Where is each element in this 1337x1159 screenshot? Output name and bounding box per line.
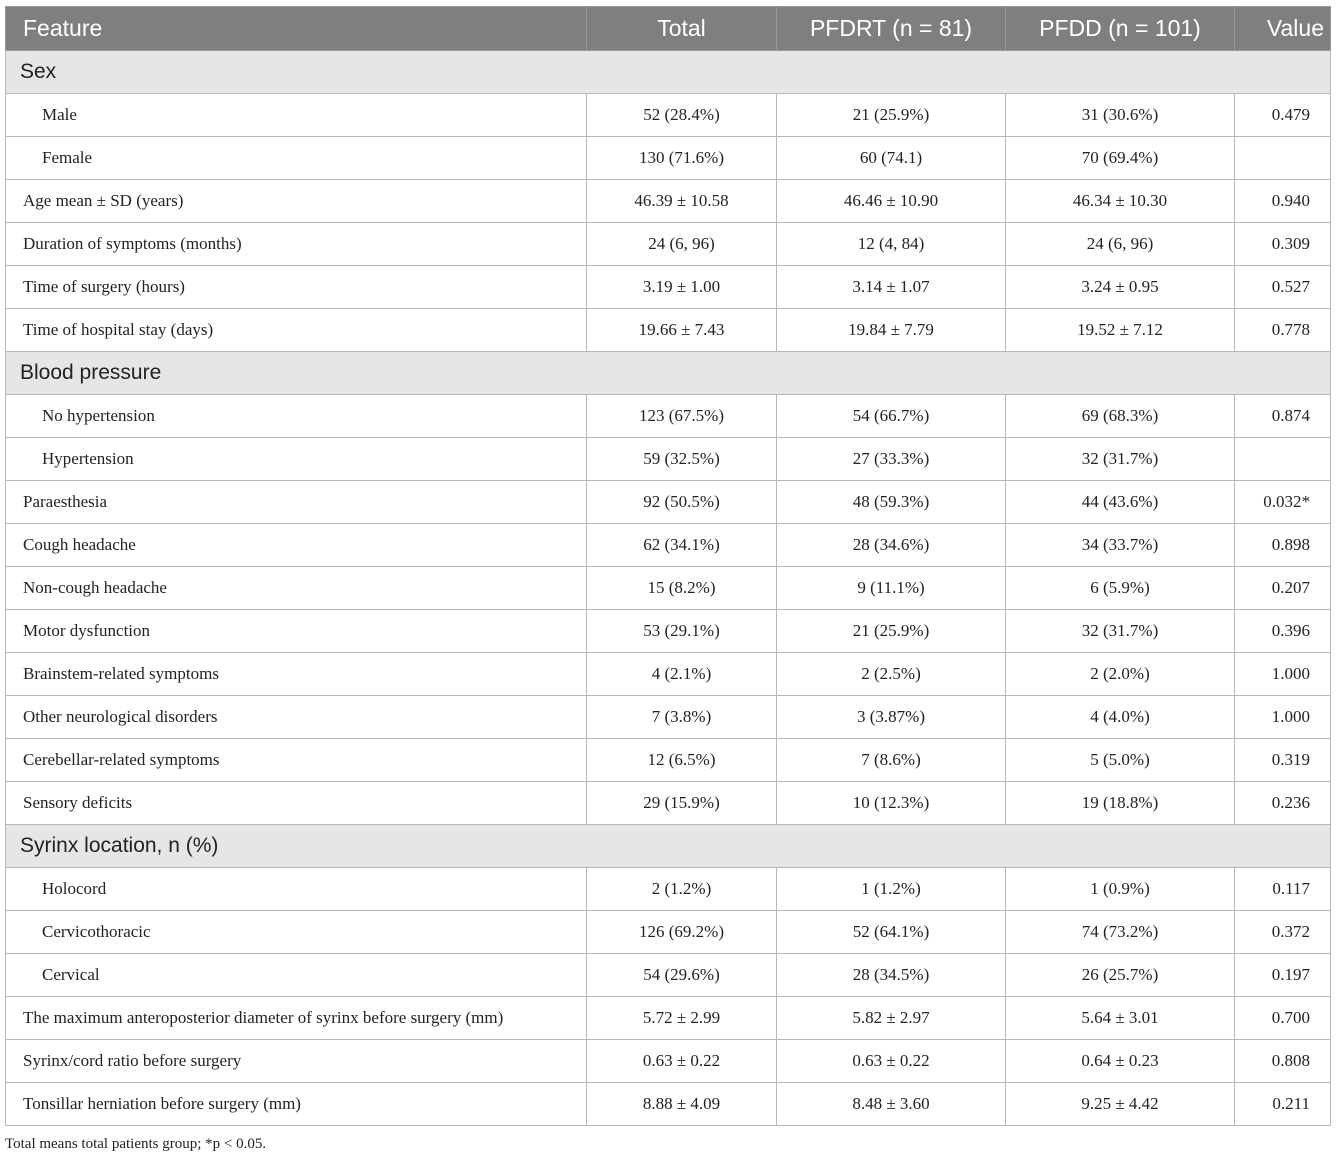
table-row: [6, 696, 1331, 739]
row-label: Sensory deficits: [6, 782, 587, 825]
table-row: [6, 94, 1331, 137]
table-row: [6, 653, 1331, 696]
cell-pfdrt: 28 (34.6%): [777, 524, 1006, 567]
cell-value: 0.700: [1235, 997, 1331, 1040]
cell-pfdd: 3.24 ± 0.95: [1006, 266, 1235, 309]
cell-pfdd: 19 (18.8%): [1006, 782, 1235, 825]
cell-value: 0.319: [1235, 739, 1331, 782]
row-label: No hypertension: [6, 395, 587, 438]
cell-value: 0.032*: [1235, 481, 1331, 524]
cell-pfdd: 6 (5.9%): [1006, 567, 1235, 610]
cell-pfdrt: 2 (2.5%): [777, 653, 1006, 696]
cell-pfdd: 19.52 ± 7.12: [1006, 309, 1235, 352]
cell-pfdd: 1 (0.9%): [1006, 868, 1235, 911]
cell-pfdd: 0.64 ± 0.23: [1006, 1040, 1235, 1083]
row-label: Time of surgery (hours): [6, 266, 587, 309]
row-label: Motor dysfunction: [6, 610, 587, 653]
row-label: Female: [6, 137, 587, 180]
table-row: [6, 395, 1331, 438]
section-sex: Sex: [6, 51, 1331, 94]
section-syrinx-location: Syrinx location, n (%): [6, 825, 1331, 868]
table-row: [6, 180, 1331, 223]
row-label: Brainstem-related symptoms: [6, 653, 587, 696]
table-row: [6, 137, 1331, 180]
cell-pfdrt: 1 (1.2%): [777, 868, 1006, 911]
cell-total: 62 (34.1%): [587, 524, 777, 567]
cell-pfdd: 44 (43.6%): [1006, 481, 1235, 524]
header-pfdrt: PFDRT (n = 81): [777, 7, 1006, 51]
cell-pfdrt: 5.82 ± 2.97: [777, 997, 1006, 1040]
cell-pfdrt: 28 (34.5%): [777, 954, 1006, 997]
cell-total: 12 (6.5%): [587, 739, 777, 782]
cell-pfdd: 69 (68.3%): [1006, 395, 1235, 438]
cell-total: 7 (3.8%): [587, 696, 777, 739]
row-label: Syrinx/cord ratio before surgery: [6, 1040, 587, 1083]
cell-pfdrt: 9 (11.1%): [777, 567, 1006, 610]
cell-pfdrt: 3 (3.87%): [777, 696, 1006, 739]
cell-pfdd: 70 (69.4%): [1006, 137, 1235, 180]
table-row: [6, 567, 1331, 610]
cell-value: 0.808: [1235, 1040, 1331, 1083]
cell-pfdrt: 21 (25.9%): [777, 94, 1006, 137]
cell-total: 4 (2.1%): [587, 653, 777, 696]
cell-pfdrt: 10 (12.3%): [777, 782, 1006, 825]
cell-pfdrt: 19.84 ± 7.79: [777, 309, 1006, 352]
table-row: [6, 309, 1331, 352]
cell-pfdrt: 60 (74.1): [777, 137, 1006, 180]
row-label: The maximum anteroposterior diameter of syrinx before surgery (mm): [6, 997, 587, 1040]
row-label: Hypertension: [6, 438, 587, 481]
row-label: Cervicothoracic: [6, 911, 587, 954]
row-label: Time of hospital stay (days): [6, 309, 587, 352]
row-label: Cerebellar-related symptoms: [6, 739, 587, 782]
cell-total: 130 (71.6%): [587, 137, 777, 180]
cell-total: 29 (15.9%): [587, 782, 777, 825]
cell-total: 15 (8.2%): [587, 567, 777, 610]
cell-pfdd: 2 (2.0%): [1006, 653, 1235, 696]
cell-value: 1.000: [1235, 653, 1331, 696]
header-pfdd: PFDD (n = 101): [1006, 7, 1235, 51]
cell-pfdd: 32 (31.7%): [1006, 438, 1235, 481]
cell-value: 0.372: [1235, 911, 1331, 954]
cell-total: 5.72 ± 2.99: [587, 997, 777, 1040]
cell-value: 0.527: [1235, 266, 1331, 309]
table-footnote: Total means total patients group; *p < 0.05.: [5, 1136, 267, 1152]
cell-value: 0.117: [1235, 868, 1331, 911]
cell-value: 0.309: [1235, 223, 1331, 266]
cell-value: 1.000: [1235, 696, 1331, 739]
row-label: Male: [6, 94, 587, 137]
cell-value: 0.479: [1235, 94, 1331, 137]
cell-total: 59 (32.5%): [587, 438, 777, 481]
row-label: Duration of symptoms (months): [6, 223, 587, 266]
data-table: [5, 6, 1331, 1126]
cell-pfdrt: 48 (59.3%): [777, 481, 1006, 524]
cell-pfdrt: 0.63 ± 0.22: [777, 1040, 1006, 1083]
cell-pfdd: 74 (73.2%): [1006, 911, 1235, 954]
cell-total: 0.63 ± 0.22: [587, 1040, 777, 1083]
table-row: [6, 1040, 1331, 1083]
section-row: [6, 51, 1331, 94]
cell-value: 0.778: [1235, 309, 1331, 352]
cell-pfdrt: 54 (66.7%): [777, 395, 1006, 438]
cell-pfdd: 31 (30.6%): [1006, 94, 1235, 137]
row-label: Non-cough headache: [6, 567, 587, 610]
cell-pfdrt: 52 (64.1%): [777, 911, 1006, 954]
table-row: [6, 223, 1331, 266]
cell-value: 0.207: [1235, 567, 1331, 610]
cell-value: 0.236: [1235, 782, 1331, 825]
header-value: Value: [1235, 7, 1331, 51]
cell-total: 2 (1.2%): [587, 868, 777, 911]
cell-pfdrt: 27 (33.3%): [777, 438, 1006, 481]
cell-pfdrt: 7 (8.6%): [777, 739, 1006, 782]
cell-total: 92 (50.5%): [587, 481, 777, 524]
table-row: [6, 954, 1331, 997]
cell-total: 8.88 ± 4.09: [587, 1083, 777, 1126]
row-label: Holocord: [6, 868, 587, 911]
cell-value: [1235, 137, 1331, 180]
header-total: Total: [587, 7, 777, 51]
cell-total: 19.66 ± 7.43: [587, 309, 777, 352]
cell-total: 46.39 ± 10.58: [587, 180, 777, 223]
cell-total: 24 (6, 96): [587, 223, 777, 266]
cell-value: 0.211: [1235, 1083, 1331, 1126]
cell-total: 53 (29.1%): [587, 610, 777, 653]
cell-pfdd: 32 (31.7%): [1006, 610, 1235, 653]
cell-pfdrt: 46.46 ± 10.90: [777, 180, 1006, 223]
cell-pfdd: 24 (6, 96): [1006, 223, 1235, 266]
cell-value: 0.940: [1235, 180, 1331, 223]
section-blood-pressure: Blood pressure: [6, 352, 1331, 395]
cell-pfdrt: 8.48 ± 3.60: [777, 1083, 1006, 1126]
cell-pfdd: 4 (4.0%): [1006, 696, 1235, 739]
row-label: Tonsillar herniation before surgery (mm): [6, 1083, 587, 1126]
cell-total: 123 (67.5%): [587, 395, 777, 438]
cell-pfdrt: 12 (4, 84): [777, 223, 1006, 266]
table-row: [6, 739, 1331, 782]
table-row: [6, 868, 1331, 911]
cell-value: 0.396: [1235, 610, 1331, 653]
header-feature: Feature: [6, 7, 587, 51]
cell-pfdd: 5.64 ± 3.01: [1006, 997, 1235, 1040]
section-row: [6, 825, 1331, 868]
table-row: [6, 911, 1331, 954]
cell-pfdd: 26 (25.7%): [1006, 954, 1235, 997]
cell-pfdd: 46.34 ± 10.30: [1006, 180, 1235, 223]
cell-total: 54 (29.6%): [587, 954, 777, 997]
row-label: Other neurological disorders: [6, 696, 587, 739]
row-label: Cough headache: [6, 524, 587, 567]
table-row: [6, 1083, 1331, 1126]
row-label: Age mean ± SD (years): [6, 180, 587, 223]
table-row: [6, 610, 1331, 653]
cell-total: 3.19 ± 1.00: [587, 266, 777, 309]
cell-value: 0.898: [1235, 524, 1331, 567]
section-row: [6, 352, 1331, 395]
table-row: [6, 438, 1331, 481]
row-label: Paraesthesia: [6, 481, 587, 524]
table-row: [6, 782, 1331, 825]
cell-value: [1235, 438, 1331, 481]
header-row: [6, 7, 1331, 51]
cell-total: 126 (69.2%): [587, 911, 777, 954]
row-label: Cervical: [6, 954, 587, 997]
cell-pfdd: 5 (5.0%): [1006, 739, 1235, 782]
cell-value: 0.197: [1235, 954, 1331, 997]
table-row: [6, 481, 1331, 524]
cell-total: 52 (28.4%): [587, 94, 777, 137]
table-row: [6, 997, 1331, 1040]
cell-value: 0.874: [1235, 395, 1331, 438]
cell-pfdrt: 21 (25.9%): [777, 610, 1006, 653]
table-row: [6, 524, 1331, 567]
cell-pfdd: 34 (33.7%): [1006, 524, 1235, 567]
cell-pfdd: 9.25 ± 4.42: [1006, 1083, 1235, 1126]
cell-pfdrt: 3.14 ± 1.07: [777, 266, 1006, 309]
table-row: [6, 266, 1331, 309]
